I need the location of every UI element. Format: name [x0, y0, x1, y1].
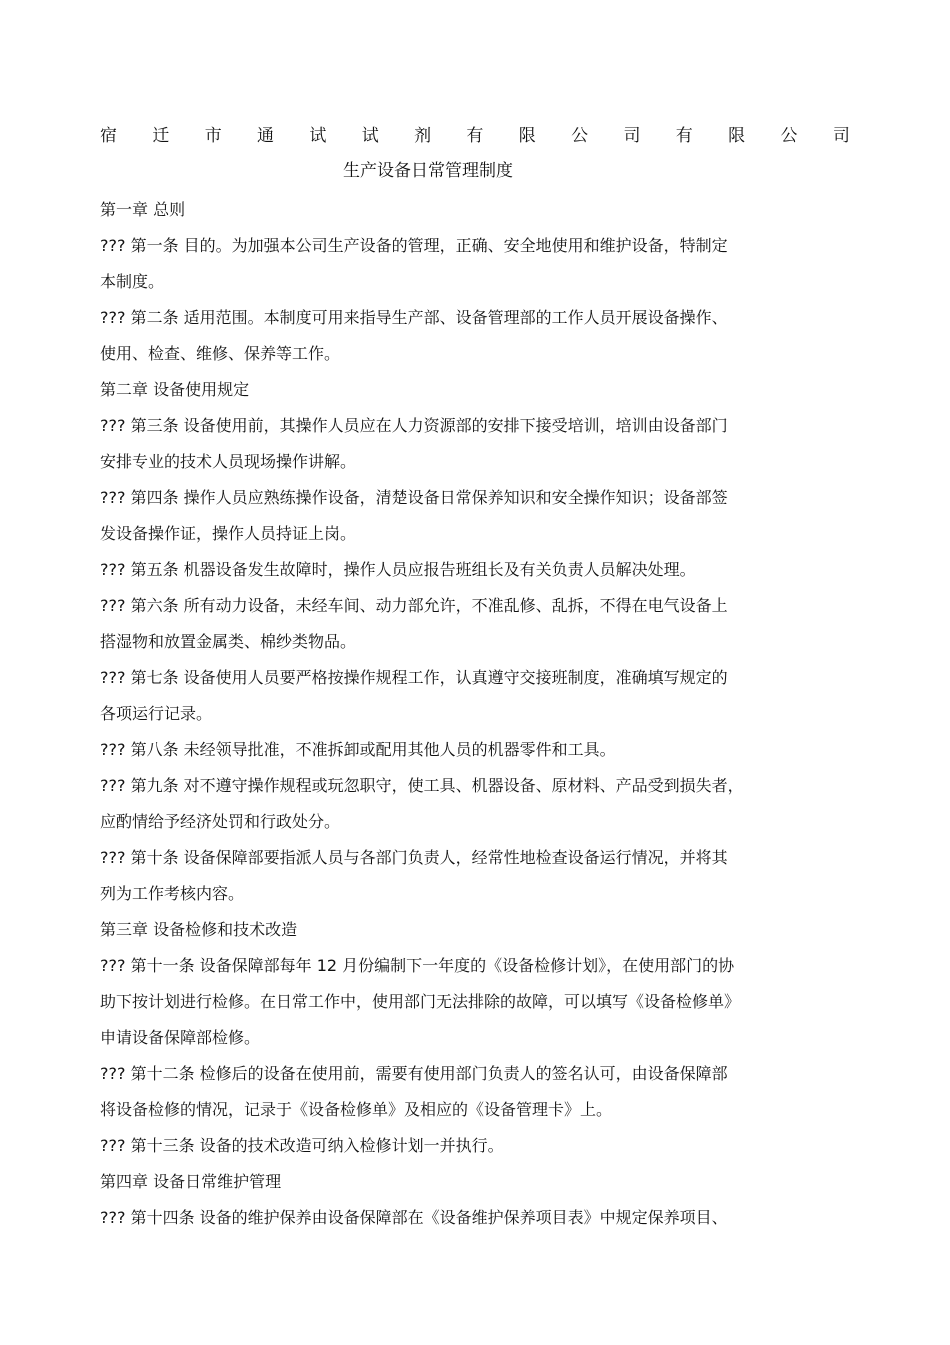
- title-char: 剂: [414, 126, 432, 146]
- title-char: 市: [204, 126, 222, 146]
- article-line: ??? 第四条 操作人员应熟练操作设备，清楚设备日常保养知识和安全操作知识；设备部签: [100, 488, 728, 507]
- article-line: ??? 第十三条 设备的技术改造可纳入检修计划一并执行。: [100, 1136, 504, 1155]
- article-line: 申请设备保障部检修。: [100, 1028, 261, 1047]
- article-line: ??? 第一条 目的。为加强本公司生产设备的管理，正确、安全地使用和维护设备，特制定: [100, 236, 728, 255]
- title-char: 公: [780, 126, 798, 146]
- article-line: ??? 第十二条 检修后的设备在使用前，需要有使用部门负责人的签名认可，由设备保障部: [100, 1064, 728, 1083]
- article-line: 助下按计划进行检修。在日常工作中，使用部门无法排除的故障，可以填写《设备检修单》: [100, 992, 741, 1011]
- article-line: 应酌情给予经济处罚和行政处分。: [100, 812, 341, 831]
- article-line: ??? 第十四条 设备的维护保养由设备保障部在《设备维护保养项目表》中规定保养项目、: [100, 1208, 728, 1227]
- document-subtitle: 生产设备日常管理制度: [343, 161, 513, 181]
- title-char: 限: [728, 126, 746, 146]
- title-char: 司: [623, 126, 641, 146]
- article-line: ??? 第二条 适用范围。本制度可用来指导生产部、设备管理部的工作人员开展设备操作、: [100, 308, 728, 327]
- title-char: 试: [361, 126, 379, 146]
- article-line: ??? 第十一条 设备保障部每年 12 月份编制下一年度的《设备检修计划》，在使用部门的协: [100, 956, 735, 975]
- article-line: 本制度。: [100, 272, 165, 291]
- article-line: 将设备检修的情况，记录于《设备检修单》及相应的《设备管理卡》上。: [100, 1100, 613, 1119]
- title-char: 迁: [152, 126, 170, 146]
- chapter-heading: 第三章 设备检修和技术改造: [100, 920, 298, 939]
- article-line: ??? 第六条 所有动力设备，未经车间、动力部允许，不准乱修、乱拆，不得在电气设备上: [100, 596, 728, 615]
- chapter-heading: 第四章 设备日常维护管理: [100, 1172, 282, 1191]
- title-char: 司: [832, 126, 850, 146]
- article-line: ??? 第五条 机器设备发生故障时，操作人员应报告班组长及有关负责人员解决处理。: [100, 560, 696, 579]
- article-line: 使用、检查、维修、保养等工作。: [100, 344, 341, 363]
- article-line: 搭湿物和放置金属类、棉纱类物品。: [100, 632, 357, 651]
- article-line: 发设备操作证，操作人员持证上岗。: [100, 524, 357, 543]
- document-body: [100, 192, 840, 1236]
- article-line: ??? 第三条 设备使用前，其操作人员应在人力资源部的安排下接受培训，培训由设备部门: [100, 416, 728, 435]
- title-char: 试: [309, 126, 327, 146]
- title-char: 限: [518, 126, 536, 146]
- article-line: ??? 第十条 设备保障部要指派人员与各部门负责人，经常性地检查设备运行情况，并将其: [100, 848, 728, 867]
- title-char: 宿: [100, 126, 117, 146]
- article-line: ??? 第九条 对不遵守操作规程或玩忽职守，使工具、机器设备、原材料、产品受到损失者，: [100, 776, 744, 795]
- article-line: 安排专业的技术人员现场操作讲解。: [100, 452, 357, 471]
- article-line: ??? 第七条 设备使用人员要严格按操作规程工作，认真遵守交接班制度，准确填写规定的: [100, 668, 728, 687]
- title-char: 通: [257, 126, 275, 146]
- document-title: [100, 124, 850, 148]
- article-line: 列为工作考核内容。: [100, 884, 245, 903]
- title-char: 有: [466, 126, 484, 146]
- chapter-heading: 第二章 设备使用规定: [100, 380, 250, 399]
- article-line: ??? 第八条 未经领导批准，不准拆卸或配用其他人员的机器零件和工具。: [100, 740, 616, 759]
- chapter-heading: 第一章 总则: [100, 200, 186, 219]
- article-line: 各项运行记录。: [100, 704, 213, 723]
- title-char: 有: [675, 126, 693, 146]
- title-char: 公: [571, 126, 589, 146]
